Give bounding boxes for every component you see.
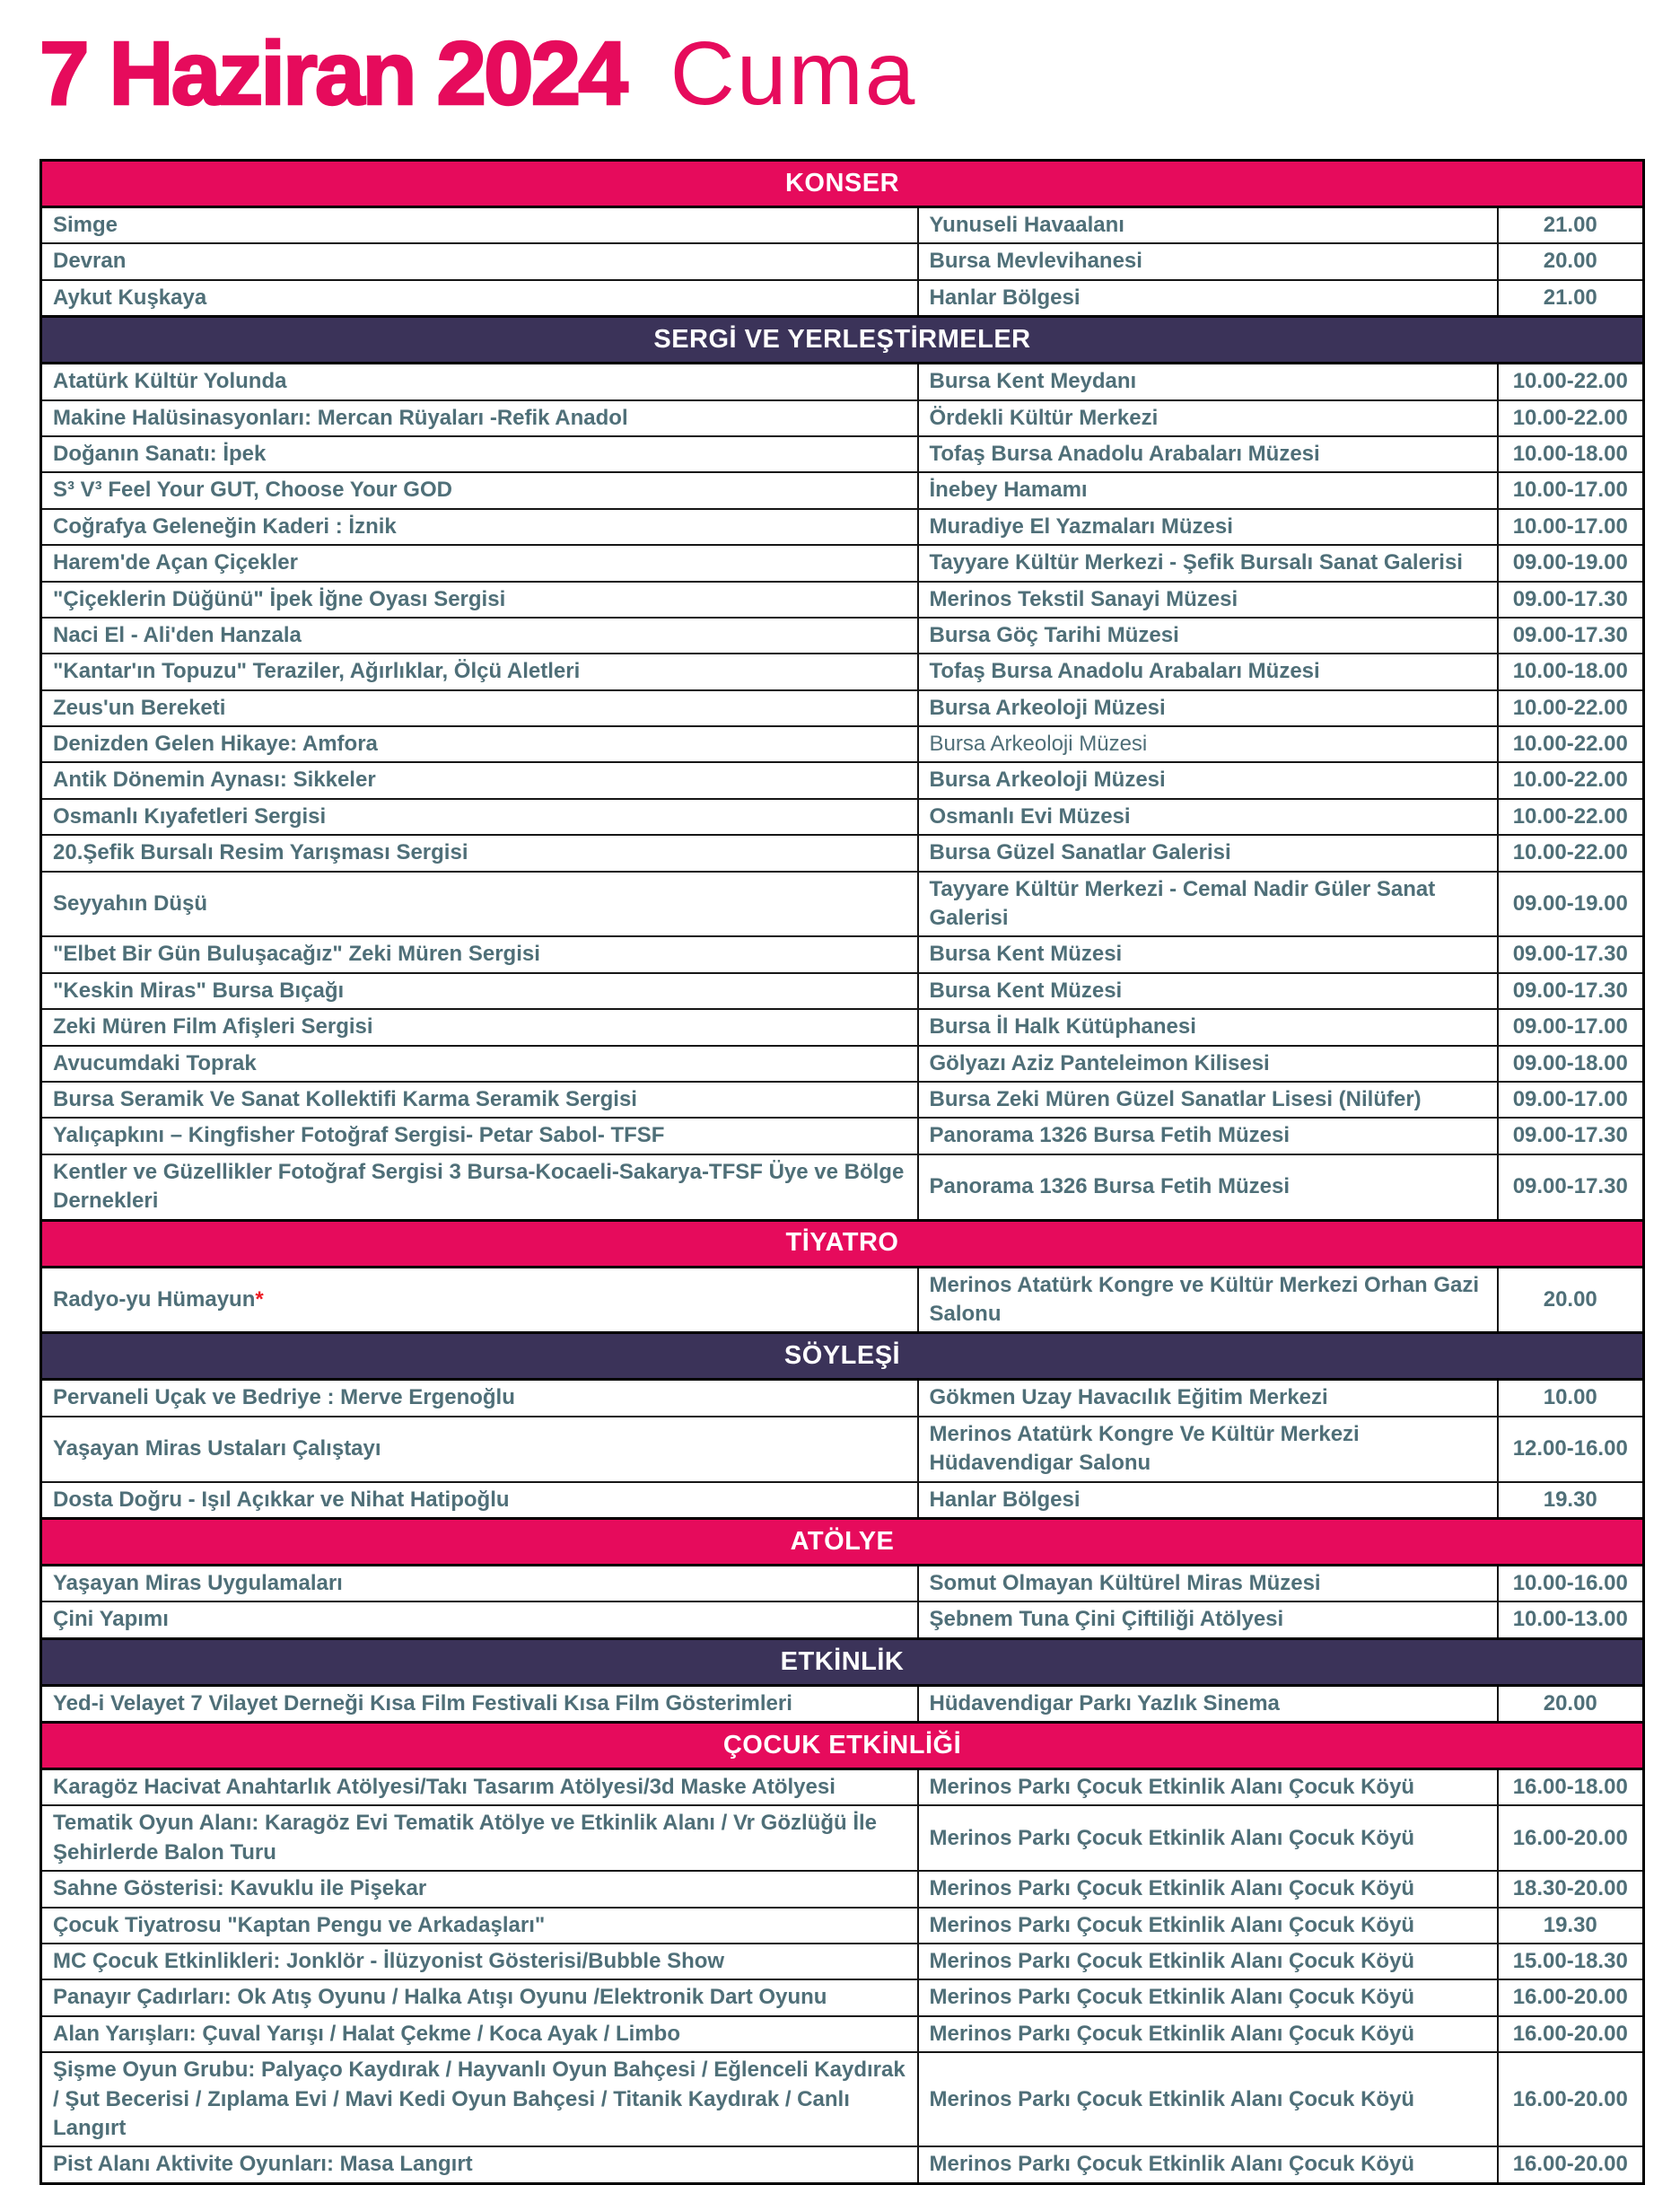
venue-cell: Hanlar Bölgesi <box>918 1482 1498 1519</box>
venue-cell: Hanlar Bölgesi <box>918 280 1498 317</box>
venue-cell: Bursa Arkeoloji Müzesi <box>918 726 1498 762</box>
event-row <box>41 1417 1644 1482</box>
venue-cell: Bursa Kent Müzesi <box>918 936 1498 972</box>
page-title-day: Cuma <box>669 23 917 124</box>
event-name-cell: Avucumdaki Toprak <box>41 1046 918 1082</box>
venue-cell: Merinos Parkı Çocuk Etkinlik Alanı Çocuk Köyü <box>918 1944 1498 1979</box>
event-name-cell: Osmanlı Kıyafetleri Sergisi <box>41 799 918 835</box>
event-row <box>41 726 1644 762</box>
event-row <box>41 1944 1644 1979</box>
venue-cell: Somut Olmayan Kültürel Miras Müzesi <box>918 1565 1498 1601</box>
venue-cell: Merinos Parkı Çocuk Etkinlik Alanı Çocuk Köyü <box>918 2146 1498 2183</box>
time-cell: 20.00 <box>1498 1685 1644 1722</box>
venue-cell: Merinos Parkı Çocuk Etkinlik Alanı Çocuk Köyü <box>918 1908 1498 1944</box>
event-row <box>41 1908 1644 1944</box>
event-name-cell: "Çiçeklerin Düğünü" İpek İğne Oyası Sergisi <box>41 582 918 618</box>
section-header-label: SÖYLEŞİ <box>41 1333 1644 1380</box>
time-cell: 09.00-19.00 <box>1498 545 1644 581</box>
time-cell: 09.00-18.00 <box>1498 1046 1644 1082</box>
venue-cell: Osmanlı Evi Müzesi <box>918 799 1498 835</box>
event-name-cell: Yaşayan Miras Uygulamaları <box>41 1565 918 1601</box>
venue-cell: Bursa Arkeoloji Müzesi <box>918 762 1498 798</box>
event-row <box>41 207 1644 244</box>
time-cell: 10.00-18.00 <box>1498 654 1644 689</box>
event-row <box>41 1082 1644 1118</box>
time-cell: 10.00-22.00 <box>1498 400 1644 436</box>
section-header-row-ti-yatro <box>41 1220 1644 1267</box>
section-header-row-at-lye <box>41 1518 1644 1565</box>
time-cell: 09.00-17.00 <box>1498 1082 1644 1118</box>
section-header-row-etki-nli-k <box>41 1638 1644 1685</box>
event-row <box>41 2016 1644 2052</box>
event-row <box>41 1871 1644 1907</box>
event-name-cell: 20.Şefik Bursalı Resim Yarışması Sergisi <box>41 835 918 871</box>
time-cell: 10.00-22.00 <box>1498 762 1644 798</box>
event-name-cell: Harem'de Açan Çiçekler <box>41 545 918 581</box>
page-title <box>39 23 1680 124</box>
venue-cell: Merinos Atatürk Kongre ve Kültür Merkezi Orhan Gazi Salonu <box>918 1267 1498 1333</box>
time-cell: 12.00-16.00 <box>1498 1417 1644 1482</box>
time-cell: 20.00 <box>1498 1267 1644 1333</box>
venue-cell: Bursa Zeki Müren Güzel Sanatlar Lisesi (Nilüfer) <box>918 1082 1498 1118</box>
event-name-cell: Devran <box>41 243 918 279</box>
section-header-row-s-yle-i <box>41 1333 1644 1380</box>
venue-cell: Gölyazı Aziz Panteleimon Kilisesi <box>918 1046 1498 1082</box>
section-header-label: KONSER <box>41 161 1644 207</box>
venue-cell: Merinos Parkı Çocuk Etkinlik Alanı Çocuk Köyü <box>918 1871 1498 1907</box>
venue-cell: Bursa Güzel Sanatlar Galerisi <box>918 835 1498 871</box>
event-row <box>41 400 1644 436</box>
event-row <box>41 243 1644 279</box>
venue-cell: Hüdavendigar Parkı Yazlık Sinema <box>918 1685 1498 1722</box>
event-row <box>41 618 1644 654</box>
event-row <box>41 690 1644 726</box>
venue-cell: Bursa Arkeoloji Müzesi <box>918 690 1498 726</box>
event-row <box>41 799 1644 835</box>
event-row <box>41 1267 1644 1333</box>
event-name-cell: Zeki Müren Film Afişleri Sergisi <box>41 1009 918 1045</box>
section-header-label: SERGİ VE YERLEŞTİRMELER <box>41 317 1644 364</box>
time-cell: 16.00-20.00 <box>1498 2052 1644 2146</box>
venue-cell: Panorama 1326 Bursa Fetih Müzesi <box>918 1154 1498 1220</box>
event-row <box>41 1685 1644 1722</box>
event-name-cell: Aykut Kuşkaya <box>41 280 918 317</box>
event-row <box>41 582 1644 618</box>
event-name-cell: Seyyahın Düşü <box>41 872 918 937</box>
event-row <box>41 1769 1644 1806</box>
event-row <box>41 835 1644 871</box>
time-cell: 10.00 <box>1498 1380 1644 1417</box>
event-name-cell: Yed-i Velayet 7 Vilayet Derneği Kısa Film Festivali Kısa Film Gösterimleri <box>41 1685 918 1722</box>
time-cell: 10.00-22.00 <box>1498 364 1644 400</box>
event-name-cell: Antik Dönemin Aynası: Sikkeler <box>41 762 918 798</box>
event-name-cell: Şişme Oyun Grubu: Palyaço Kaydırak / Hayvanlı Oyun Bahçesi / Eğlenceli Kaydırak / Şut Becerisi / Zıplama Evi / Mavi Kedi Oyun Bahçesi / Titanik Kaydırak / Canlı Langırt <box>41 2052 918 2146</box>
venue-cell: Merinos Parkı Çocuk Etkinlik Alanı Çocuk Köyü <box>918 1979 1498 2015</box>
time-cell: 09.00-17.30 <box>1498 618 1644 654</box>
venue-cell: Bursa Göç Tarihi Müzesi <box>918 618 1498 654</box>
event-name-cell: Dosta Doğru - Işıl Açıkkar ve Nihat Hatipoğlu <box>41 1482 918 1519</box>
event-row <box>41 1805 1644 1871</box>
venue-cell: Merinos Parkı Çocuk Etkinlik Alanı Çocuk Köyü <box>918 2052 1498 2146</box>
daily-program-table <box>39 159 1645 2185</box>
venue-cell: Merinos Tekstil Sanayi Müzesi <box>918 582 1498 618</box>
time-cell: 16.00-20.00 <box>1498 1805 1644 1871</box>
event-row <box>41 1979 1644 2015</box>
event-name-cell: Kentler ve Güzellikler Fotoğraf Sergisi 3 Bursa-Kocaeli-Sakarya-TFSF Üye ve Bölge Dernekleri <box>41 1154 918 1220</box>
time-cell: 21.00 <box>1498 280 1644 317</box>
event-row <box>41 654 1644 689</box>
venue-cell: Muradiye El Yazmaları Müzesi <box>918 509 1498 545</box>
event-name-cell: Pervaneli Uçak ve Bedriye : Merve Ergenoğlu <box>41 1380 918 1417</box>
event-row <box>41 936 1644 972</box>
time-cell: 16.00-18.00 <box>1498 1769 1644 1806</box>
venue-cell: Şebnem Tuna Çini Çiftiliği Atölyesi <box>918 1601 1498 1638</box>
event-row <box>41 1380 1644 1417</box>
event-row <box>41 762 1644 798</box>
time-cell: 19.30 <box>1498 1908 1644 1944</box>
event-row <box>41 280 1644 317</box>
event-row <box>41 973 1644 1009</box>
event-row <box>41 364 1644 400</box>
event-row <box>41 1118 1644 1154</box>
time-cell: 10.00-22.00 <box>1498 835 1644 871</box>
time-cell: 16.00-20.00 <box>1498 2016 1644 2052</box>
time-cell: 09.00-17.30 <box>1498 1118 1644 1154</box>
venue-cell: Bursa Kent Meydanı <box>918 364 1498 400</box>
event-row <box>41 1482 1644 1519</box>
venue-cell: Panorama 1326 Bursa Fetih Müzesi <box>918 1118 1498 1154</box>
venue-cell: Tayyare Kültür Merkezi - Cemal Nadir Güler Sanat Galerisi <box>918 872 1498 937</box>
event-name-cell: Bursa Seramik Ve Sanat Kollektifi Karma Seramik Sergisi <box>41 1082 918 1118</box>
time-cell: 10.00-17.00 <box>1498 509 1644 545</box>
time-cell: 10.00-22.00 <box>1498 726 1644 762</box>
event-name-cell: Alan Yarışları: Çuval Yarışı / Halat Çekme / Koca Ayak / Limbo <box>41 2016 918 2052</box>
venue-cell: Merinos Parkı Çocuk Etkinlik Alanı Çocuk Köyü <box>918 2016 1498 2052</box>
event-name-cell: Çocuk Tiyatrosu "Kaptan Pengu ve Arkadaşları" <box>41 1908 918 1944</box>
venue-cell: Merinos Atatürk Kongre Ve Kültür Merkezi Hüdavendigar Salonu <box>918 1417 1498 1482</box>
event-name-cell: Karagöz Hacivat Anahtarlık Atölyesi/Takı Tasarım Atölyesi/3d Maske Atölyesi <box>41 1769 918 1806</box>
event-name-cell: Radyo-yu Hümayun* <box>41 1267 918 1333</box>
event-row <box>41 509 1644 545</box>
event-name-cell: MC Çocuk Etkinlikleri: Jonklör - İlüzyonist Gösterisi/Bubble Show <box>41 1944 918 1979</box>
event-name-cell: Yalıçapkını – Kingfisher Fotoğraf Sergisi- Petar Sabol- TFSF <box>41 1118 918 1154</box>
time-cell: 10.00-13.00 <box>1498 1601 1644 1638</box>
time-cell: 09.00-17.30 <box>1498 973 1644 1009</box>
venue-cell: Tofaş Bursa Anadolu Arabaları Müzesi <box>918 654 1498 689</box>
venue-cell: Tofaş Bursa Anadolu Arabaları Müzesi <box>918 436 1498 472</box>
time-cell: 10.00-22.00 <box>1498 690 1644 726</box>
time-cell: 18.30-20.00 <box>1498 1871 1644 1907</box>
time-cell: 19.30 <box>1498 1482 1644 1519</box>
time-cell: 10.00-18.00 <box>1498 436 1644 472</box>
event-name-cell: Makine Halüsinasyonları: Mercan Rüyaları -Refik Anadol <box>41 400 918 436</box>
event-row <box>41 1154 1644 1220</box>
section-header-label: TİYATRO <box>41 1220 1644 1267</box>
event-row <box>41 545 1644 581</box>
time-cell: 09.00-17.30 <box>1498 1154 1644 1220</box>
event-name-cell: Doğanın Sanatı: İpek <box>41 436 918 472</box>
event-name-cell: Pist Alanı Aktivite Oyunları: Masa Langırt <box>41 2146 918 2183</box>
time-cell: 10.00-16.00 <box>1498 1565 1644 1601</box>
venue-cell: Bursa İl Halk Kütüphanesi <box>918 1009 1498 1045</box>
venue-cell: Yunuseli Havaalanı <box>918 207 1498 244</box>
event-row <box>41 436 1644 472</box>
time-cell: 10.00-22.00 <box>1498 799 1644 835</box>
page-title-date: 7 Haziran 2024 <box>39 23 626 124</box>
time-cell: 21.00 <box>1498 207 1644 244</box>
time-cell: 15.00-18.30 <box>1498 1944 1644 1979</box>
event-row <box>41 472 1644 508</box>
time-cell: 16.00-20.00 <box>1498 1979 1644 2015</box>
section-header-label: ETKİNLİK <box>41 1638 1644 1685</box>
time-cell: 09.00-17.00 <box>1498 1009 1644 1045</box>
event-row <box>41 1565 1644 1601</box>
section-header-label: ATÖLYE <box>41 1518 1644 1565</box>
event-name-cell: "Keskin Miras" Bursa Bıçağı <box>41 973 918 1009</box>
event-row <box>41 1601 1644 1638</box>
time-cell: 10.00-17.00 <box>1498 472 1644 508</box>
event-name-cell: Coğrafya Geleneğin Kaderi : İznik <box>41 509 918 545</box>
event-name-cell: Simge <box>41 207 918 244</box>
schedule-table-body <box>41 161 1644 2184</box>
time-cell: 16.00-20.00 <box>1498 2146 1644 2183</box>
venue-cell: Ördekli Kültür Merkezi <box>918 400 1498 436</box>
event-row <box>41 1046 1644 1082</box>
venue-cell: Merinos Parkı Çocuk Etkinlik Alanı Çocuk Köyü <box>918 1805 1498 1871</box>
footnote-asterisk: * <box>255 1286 264 1312</box>
event-name-cell: Atatürk Kültür Yolunda <box>41 364 918 400</box>
event-row <box>41 2146 1644 2183</box>
event-name-cell: Çini Yapımı <box>41 1601 918 1638</box>
time-cell: 20.00 <box>1498 243 1644 279</box>
section-header-row-sergi-ve-yerle-ti-rmeler <box>41 317 1644 364</box>
time-cell: 09.00-17.30 <box>1498 582 1644 618</box>
time-cell: 09.00-19.00 <box>1498 872 1644 937</box>
event-row <box>41 872 1644 937</box>
event-name-cell: Zeus'un Bereketi <box>41 690 918 726</box>
venue-cell: Gökmen Uzay Havacılık Eğitim Merkezi <box>918 1380 1498 1417</box>
event-name-cell: Denizden Gelen Hikaye: Amfora <box>41 726 918 762</box>
event-name-cell: Sahne Gösterisi: Kavuklu ile Pişekar <box>41 1871 918 1907</box>
event-name-cell: "Kantar'ın Topuzu" Teraziler, Ağırlıklar, Ölçü Aletleri <box>41 654 918 689</box>
venue-cell: Merinos Parkı Çocuk Etkinlik Alanı Çocuk Köyü <box>918 1769 1498 1806</box>
event-name-cell: "Elbet Bir Gün Buluşacağız" Zeki Müren Sergisi <box>41 936 918 972</box>
section-header-label: ÇOCUK ETKİNLİĞİ <box>41 1723 1644 1769</box>
event-row <box>41 2052 1644 2146</box>
section-header-row-ocuk-etki-nli-i <box>41 1723 1644 1769</box>
venue-cell: Bursa Kent Müzesi <box>918 973 1498 1009</box>
venue-cell: Bursa Mevlevihanesi <box>918 243 1498 279</box>
event-name-cell: Naci El - Ali'den Hanzala <box>41 618 918 654</box>
venue-cell: İnebey Hamamı <box>918 472 1498 508</box>
event-row <box>41 1009 1644 1045</box>
time-cell: 09.00-17.30 <box>1498 936 1644 972</box>
event-name-cell: S³ V³ Feel Your GUT, Choose Your GOD <box>41 472 918 508</box>
event-name-cell: Panayır Çadırları: Ok Atış Oyunu / Halka Atışı Oyunu /Elektronik Dart Oyunu <box>41 1979 918 2015</box>
event-name-cell: Tematik Oyun Alanı: Karagöz Evi Tematik Atölye ve Etkinlik Alanı / Vr Gözlüğü İle Şehirlerde Balon Turu <box>41 1805 918 1871</box>
section-header-row-konser <box>41 161 1644 207</box>
event-name-cell: Yaşayan Miras Ustaları Çalıştayı <box>41 1417 918 1482</box>
venue-cell: Tayyare Kültür Merkezi - Şefik Bursalı Sanat Galerisi <box>918 545 1498 581</box>
